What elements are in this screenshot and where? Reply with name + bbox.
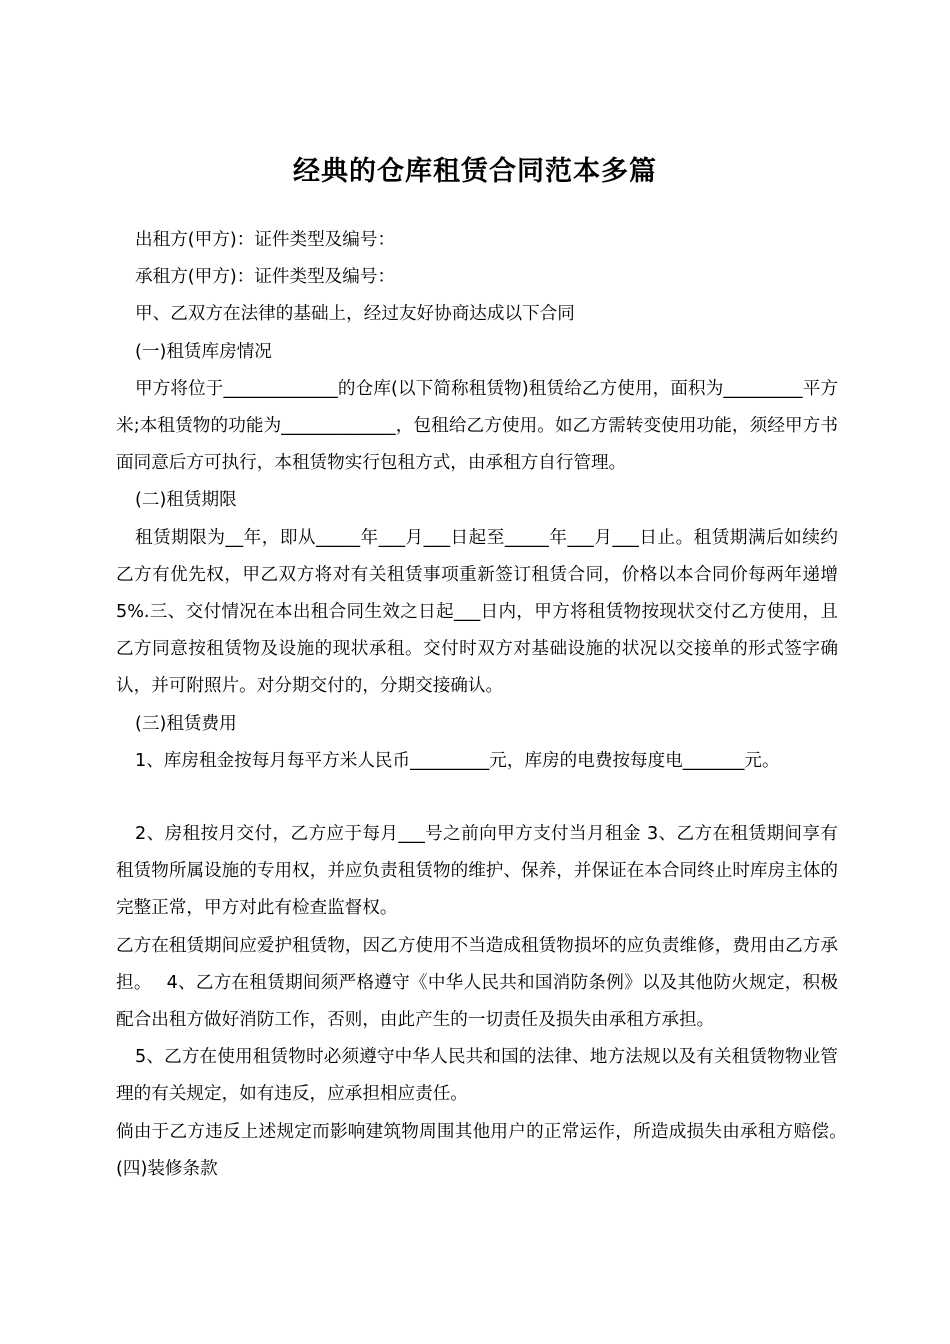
compliance-clause: 5、乙方在使用租赁物时必须遵守中华人民共和国的法律、地方法规以及有关租赁物物业管理的有关规定，如有违反，应承担相应责任。 — [116, 1047, 838, 1105]
lease-term-paragraph: 租赁期限为__年，即从_____年___月___日起至_____年___月___日止。租赁期满后如续约乙方有优先权，甲乙双方将对有关租赁事项重新签订租赁合同，价格以本合同价每两年递增5%.三、交付情况在本出租合同生效之日起___日内，甲方将租赁物按现状交付乙方使用，且乙方同意按租赁物及设施的现状承租。交付时双方对基础设施的状况以交接单的形式签字确认，并可附照片。对分期交付的，分期交接确认。 — [116, 527, 838, 697]
section-heading-2: (二)租赁期限 — [135, 490, 237, 511]
document-body — [116, 222, 862, 1188]
document-title: 经典的仓库租赁合同范本多篇 — [293, 156, 657, 188]
section-heading-1: (一)租赁库房情况 — [135, 341, 272, 362]
liability-clause: 倘由于乙方违反上述规定而影响建筑物周围其他用户的正常运作，所造成损失由承租方赔偿。 (四)装修条款 — [116, 1121, 862, 1179]
rent-clause-1: 1、库房租金按每月每平方米人民币_________元，库房的电费按每度电_______元。 — [135, 750, 780, 771]
lessor-line: 出租方(甲方)：证件类型及编号： — [135, 230, 396, 250]
maintenance-clause: 乙方在租赁期间应爱护租赁物，因乙方使用不当造成租赁物损坏的应负责维修，费用由乙方承担。 4、乙方在租赁期间须严格遵守《中华人民共和国消防条例》以及其他防火规定，积极配合出租方做好消防工作，否则，由此产生的一切责任及损失由承租方承担。 — [116, 935, 838, 1031]
warehouse-info-paragraph: 甲方将位于_____________的仓库(以下简称租赁物)租赁给乙方使用，面积为_________平方米;本租赁物的功能为_____________，包租给乙方使用。如乙方需转变使用功能，须经甲方书面同意后方可执行，本租赁物实行包租方式，由承租方自行管理。 — [116, 378, 838, 474]
lessee-line: 承租方(甲方)：证件类型及编号： — [135, 267, 396, 288]
section-heading-3: (三)租赁费用 — [135, 713, 237, 734]
rent-clause-2: 2、房租按月交付，乙方应于每月___号之前向甲方支付当月租金 3、乙方在租赁期间享有租赁物所属设施的专用权，并应负责租赁物的维护、保养，并保证在本合同终止时库房主体的完整正常，甲方对此有检查监督权。 — [116, 824, 838, 919]
agreement-intro: 甲、乙双方在法律的基础上，经过友好协商达成以下合同 — [135, 304, 575, 325]
paragraph-gap — [116, 780, 838, 816]
